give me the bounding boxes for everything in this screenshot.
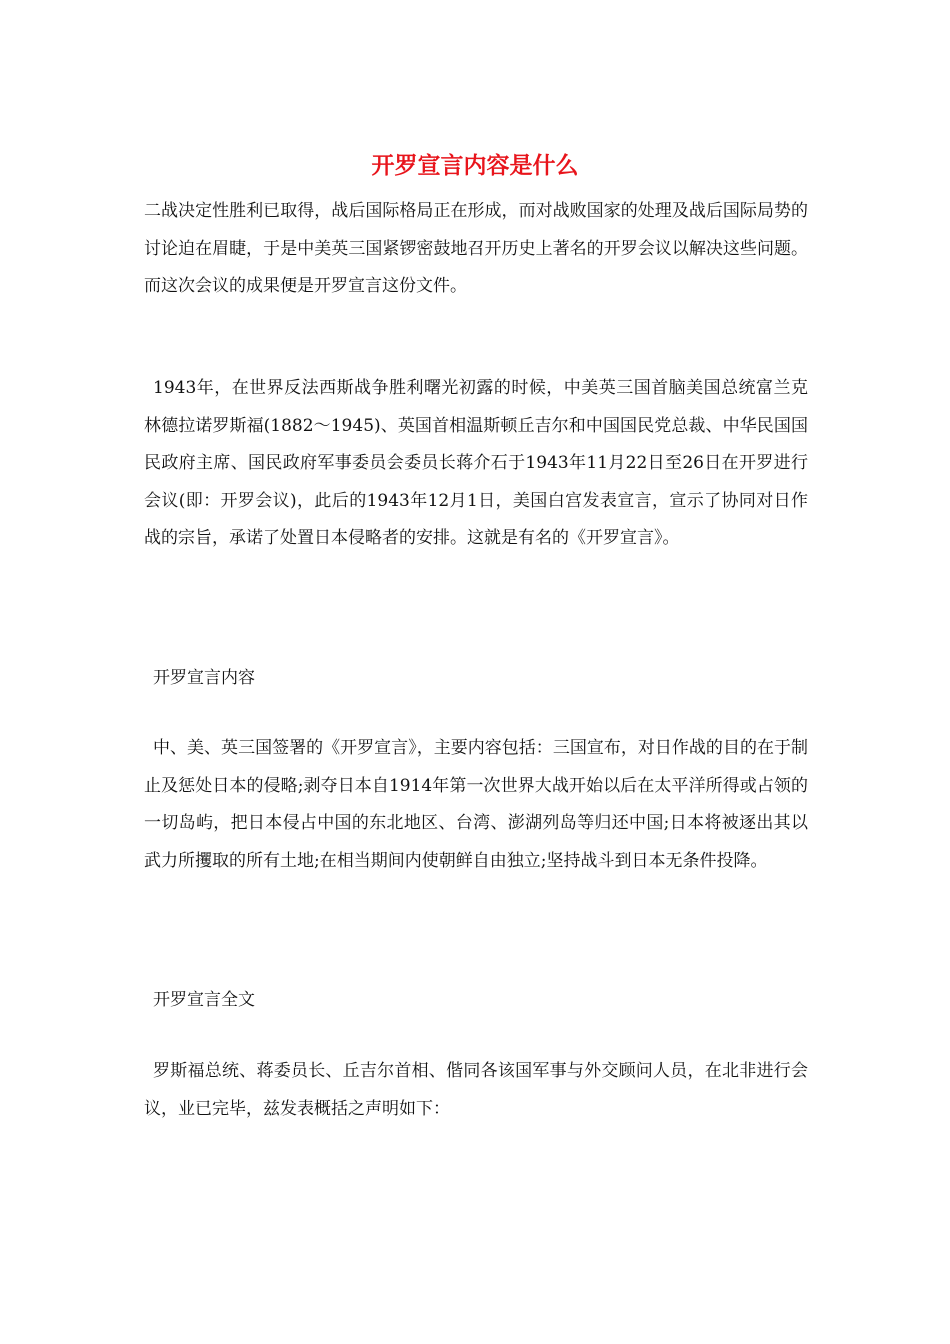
document-title: 开罗宣言内容是什么 — [371, 152, 579, 179]
fulltext-paragraph: 罗斯福总统、蒋委员长、丘吉尔首相、偕同各该国军事与外交顾问人员，在北非进行会议，业已完毕，兹发表概括之声明如下： — [144, 1061, 808, 1119]
section-heading-fulltext: 开罗宣言全文 — [153, 990, 255, 1010]
section-heading-content: 开罗宣言内容 — [153, 668, 255, 688]
intro-paragraph: 二战决定性胜利已取得，战后国际格局正在形成，而对战败国家的处理及战后国际局势的讨论迫在眉睫，于是中美英三国紧锣密鼓地召开历史上著名的开罗会议以解决这些问题。而这次会议的成果便是开罗宣言这份文件。 — [144, 201, 808, 296]
history-paragraph: 1943年，在世界反法西斯战争胜利曙光初露的时候，中美英三国首脑美国总统富兰克林德拉诺罗斯福(1882～1945)、英国首相温斯顿丘吉尔和中国国民党总裁、中华民国国民政府主席、国民政府军事委员会委员长蒋介石于1943年11月22日至26日在开罗进行会议(即：开罗会议)，此后的1943年12月1日，美国白宫发表宣言，宣示了协同对日作战的宗旨，承诺了处置日本侵略者的安排。这就是有名的《开罗宣言》。 — [144, 378, 808, 548]
content-paragraph: 中、美、英三国签署的《开罗宣言》，主要内容包括：三国宣布，对日作战的目的在于制止及惩处日本的侵略;剥夺日本自1914年第一次世界大战开始以后在太平洋所得或占领的一切岛屿，把日本侵占中国的东北地区、台湾、澎湖列岛等归还中国;日本将被逐出其以武力所攫取的所有土地;在相当期间内使朝鲜自由独立;坚持战斗到日本无条件投降。 — [144, 738, 808, 871]
